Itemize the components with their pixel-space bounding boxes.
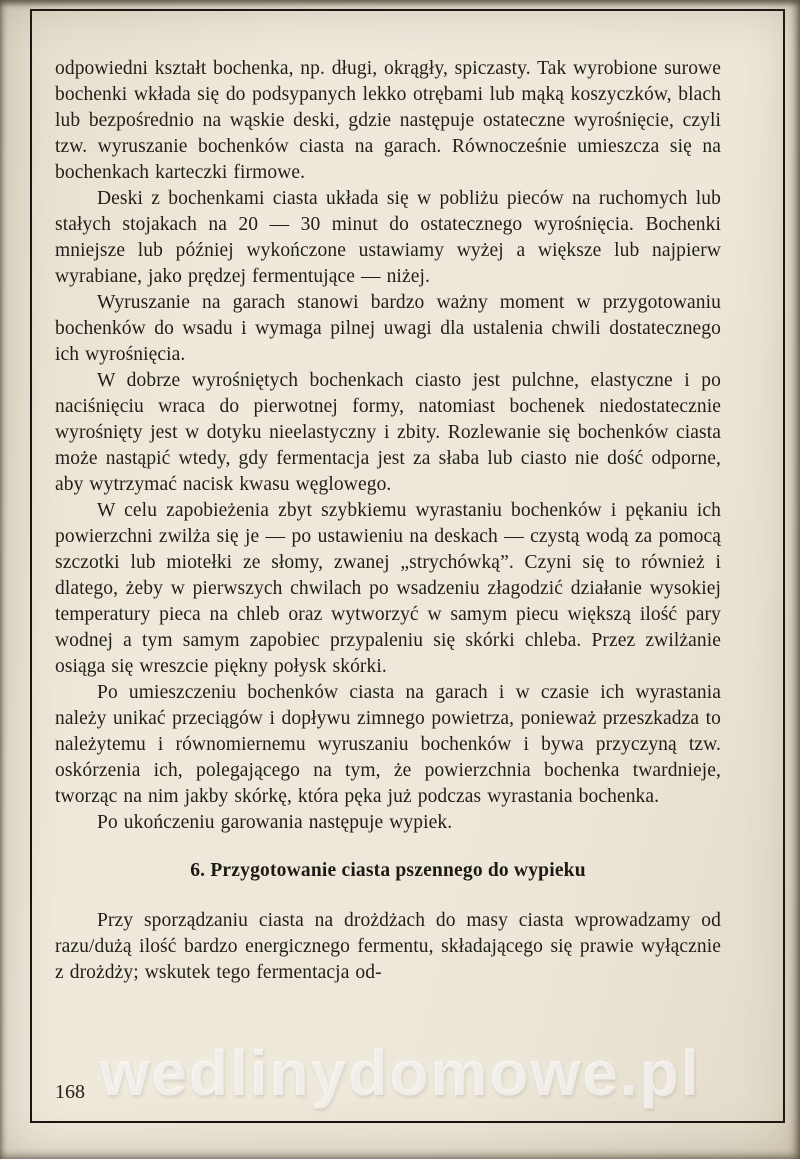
paragraph: Deski z bochenkami ciasta układa się w pobliżu pieców na ruchomych lub stałych stojakach na 20 — 30 minut do ostatecznego wyrośnięcia. Bochenki mniejsze lub później wykończone ustawiamy wyżej a większe lub najpierw wyrabiane, jako prędzej fermentujące — niżej.: [55, 188, 721, 287]
paragraph: W dobrze wyrośniętych bochenkach ciasto jest pulchne, elastyczne i po naciśnięciu wraca do pierwotnej formy, natomiast bochenek niedostatecznie wyrośnięty jest w dotyku nieelastyczny i zbity. Rozlewanie się bochenków ciasta może nastąpić wtedy, gdy fermentacja jest za słaba lub ciasto nie dość odporne, aby wytrzymać nacisk kwasu węglowego.: [55, 370, 721, 495]
section-heading: 6. Przygotowanie ciasta pszennego do wypieku: [190, 860, 586, 881]
paragraph: Przy sporządzaniu ciasta na drożdżach do masy ciasta wprowadzamy od razu/dużą ilość bardzo energicznego fermentu, składającego się prawie wyłącznie z drożdży; wskutek tego fermentacja od-: [55, 910, 721, 983]
watermark-text: wedlinydomowe.pl: [99, 1037, 701, 1109]
paragraph: Po ukończeniu garowania następuje wypiek.: [97, 812, 453, 833]
paragraph: W celu zapobieżenia zbyt szybkiemu wyrastaniu bochenków i pękaniu ich powierzchni zwilża się je — po ustawieniu na deskach — czystą wodą za pomocą szczotki lub miotełki ze słomy, zwanej „strychówką”. Czyni się to również i dlatego, żeby w pierwszych chwilach po wsadzeniu złagodzić działanie wysokiej temperatury pieca na chleb oraz wytworzyć w samym piecu większą ilość pary wodnej a tym samym zapobiec przypaleniu się skórki chleba. Przez zwilżanie osiąga się wreszcie piękny połysk skórki.: [55, 500, 721, 677]
paragraph: Po umieszczeniu bochenków ciasta na garach i w czasie ich wyrastania należy unikać przeciągów i dopływu zimnego powietrza, ponieważ przeszkadza to należytemu i równomiernemu wyruszaniu bochenków i bywa przyczyną tzw. oskórzenia ich, polegającego na tym, że powierzchnia bochenka twardnieje, tworząc na nim jakby skórkę, która pęka już podczas wyrastania bochenka.: [55, 682, 721, 807]
page-text-column: [55, 56, 721, 986]
page-number: 168: [55, 1081, 85, 1103]
paragraph: odpowiedni kształt bochenka, np. długi, okrągły, spiczasty. Tak wyrobione surowe bochenki wkłada się do podsypanych lekko otrębami lub mąką koszyczków, blach lub bezpośrednio na wąskie deski, gdzie następuje ostateczne wyrośnięcie, czyli tzw. wyruszanie bochenków ciasta na garach. Równocześnie umieszcza się na bochenkach karteczki firmowe.: [55, 58, 721, 183]
paragraph: Wyruszanie na garach stanowi bardzo ważny moment w przygotowaniu bochenków do wsadu i wymaga pilnej uwagi dla ustalenia chwili dostatecznego ich wyrośnięcia.: [55, 292, 721, 365]
